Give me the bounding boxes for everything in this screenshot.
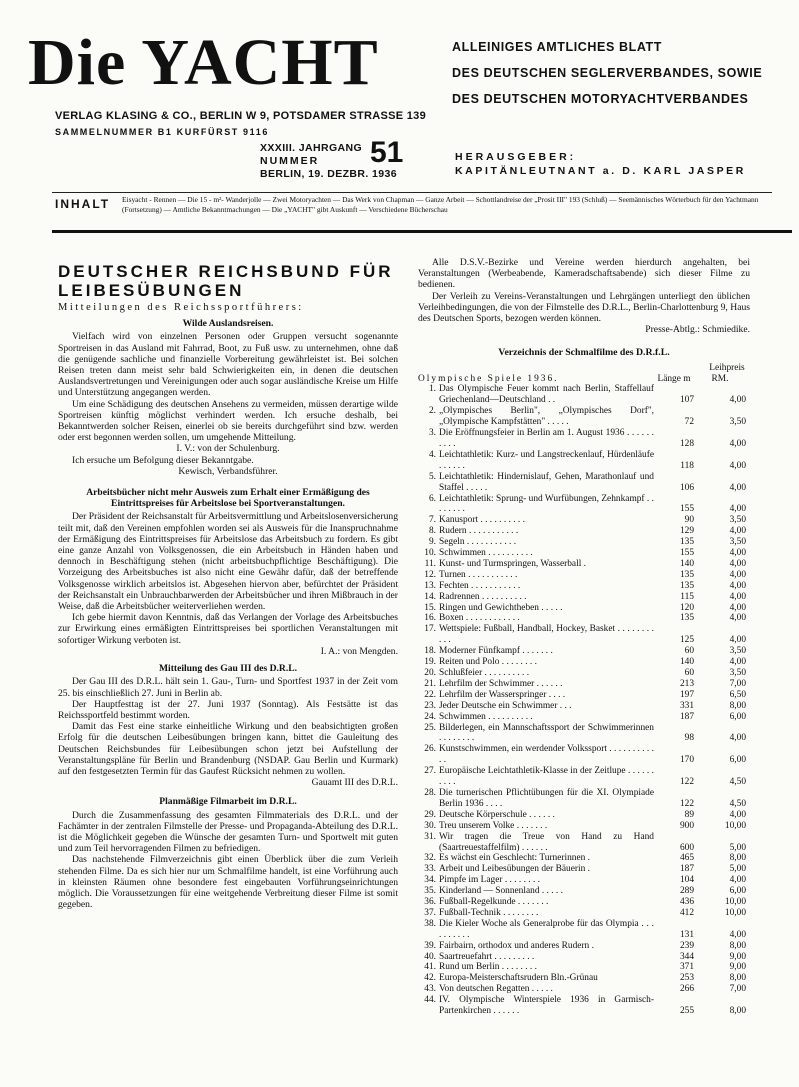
- film-length: 170: [679, 755, 694, 766]
- film-row: [418, 657, 750, 668]
- col-price-header: Leihpreis RM.: [709, 362, 745, 384]
- film-price: 8,00: [729, 940, 746, 951]
- film-row: [418, 668, 750, 679]
- film-title: Kunst- und Turmspringen, Wasserball .: [439, 558, 586, 569]
- film-length: 72: [684, 417, 694, 428]
- paragraph: Ich gebe hiermit davon Kenntnis, daß das Verlangen der Vorlage des Arbeitsbuches zur Erwirkung eines ermäßigten Eintrittspreises bei sportlichen Veranstaltungen mit sofortiger Wirkung verboten ist.: [58, 612, 398, 646]
- film-length: 140: [679, 558, 694, 569]
- film-number: 10.: [424, 548, 436, 559]
- film-row: [418, 472, 750, 494]
- film-length: 122: [679, 777, 694, 788]
- film-price: 4,00: [729, 438, 746, 449]
- film-length: 129: [679, 526, 694, 537]
- film-number: 33.: [424, 864, 436, 875]
- film-price: 6,00: [729, 711, 746, 722]
- film-number: 4.: [428, 449, 436, 460]
- tagline-line: DES DEUTSCHEN SEGLERVERBANDES, SOWIE: [452, 66, 763, 80]
- film-row: [418, 919, 750, 941]
- film-row: [418, 428, 750, 450]
- film-number: 13.: [424, 580, 436, 591]
- film-list-title: Verzeichnis der Schmalfilme des D.R.f.L.: [498, 347, 670, 359]
- film-number: 17.: [424, 624, 436, 635]
- film-length: 465: [679, 853, 694, 864]
- phone-line: SAMMELNUMMER B1 KURFÜRST 9116: [55, 127, 269, 137]
- paragraph: Damit das Fest eine starke einheitliche Wirkung und den beabsichtigten großen Erfolg für die deutschen Leibesübungen bringen kann, bittet die Gauleitung des Deutschen Reichsbundes für Leibesübungen schon jetzt bei Aufstellung der Veranstaltungspläne für Berlin und Brandenburg (NSDAP. Gau Berlin und Kurmark) auf den festgesetzten Termin für das Gaufest Rücksicht nehmen zu wollen.: [58, 721, 398, 777]
- film-price: 4,00: [729, 809, 746, 820]
- film-length: 331: [679, 700, 694, 711]
- film-row: [418, 962, 750, 973]
- film-number: 8.: [428, 526, 436, 537]
- film-title: Boxen . . . . . . . . . . . .: [439, 613, 520, 624]
- film-length: 213: [679, 678, 694, 689]
- paragraph: Der Verleih zu Vereins-Veranstaltungen und Lehrgängen unterliegt den üblichen Verleihbedingungen, die von der Filmstelle des D.R.L., Berlin-Charlottenburg 9, Haus des Deutschen Sports, bezogen werden können.: [418, 290, 750, 325]
- film-title: Schwimmen . . . . . . . . . .: [439, 711, 533, 722]
- contents-label: INHALT: [55, 197, 111, 211]
- film-price: 4,00: [729, 657, 746, 668]
- paragraph: Durch die Zusammenfassung des gesamten Filmmaterials des D.R.L. und der Fachämter in der zentralen Filmstelle der Presse- und Propaganda-Abteilung des D.R.L. ist die Möglichkeit gegeben die Wünsche der gesamten Turn- und Sportwelt mit guten und zum Teil hervorragenden Filmen zu befriedigen.: [58, 809, 398, 855]
- film-price: 4,00: [729, 591, 746, 602]
- film-length: 600: [679, 842, 694, 853]
- film-number: 40.: [424, 951, 436, 962]
- tagline-line: DES DEUTSCHEN MOTORYACHTVERBANDES: [452, 92, 749, 106]
- film-row: [418, 406, 750, 428]
- film-title: „Olympisches Berlin", „Olympisches Dorf", „Olympische Kampfstätten" . . . . .: [439, 406, 654, 428]
- film-price: 5,00: [729, 864, 746, 875]
- tagline-line: ALLEINIGES AMTLICHES BLATT: [452, 40, 663, 54]
- film-number: 41.: [424, 962, 436, 973]
- film-row: [418, 613, 750, 624]
- film-title: Fußball-Technik . . . . . . . .: [439, 907, 539, 918]
- paragraph: Der Hauptfesttag ist der 27. Juni 1937 (Sonntag). Als Festsätte ist das Reichssportfeld bestimmt worden.: [58, 698, 398, 721]
- film-row: [418, 581, 750, 592]
- left-column: [58, 262, 398, 910]
- film-number: 12.: [424, 569, 436, 580]
- film-row: [418, 450, 750, 472]
- paragraph: Der Gau III des D.R.L. hält sein 1. Gau-, Turn- und Sportfest 1937 in der Zeit vom 25. bis einschließlich 27. Juni in Berlin ab.: [58, 676, 398, 699]
- issue-number-label: NUMMER: [260, 155, 320, 167]
- film-length: 89: [684, 809, 694, 820]
- film-price: 4,00: [729, 526, 746, 537]
- section-subheading: Mitteilungen des Reichssportführers:: [58, 302, 304, 313]
- film-length: 140: [679, 657, 694, 668]
- film-price: 4,00: [729, 929, 746, 940]
- paragraph: Um eine Schädigung des deutschen Ansehens zu vermeiden, müssen derartige wilde Sportreisen künftig möglichst verhindert werden. Ich ersuche deshalb, bei Bekanntwerden solcher Reisen, einerlei ob sie bereits durchgeführt sind bzw. werden oder erst begonnen werden sollen, um umgehende Mitteilung.: [58, 398, 398, 444]
- film-title: Arbeit und Leibesübungen der Bäuerin .: [439, 864, 590, 875]
- film-number: 6.: [428, 493, 436, 504]
- editor-name: KAPITÄNLEUTNANT a. D. KARL JASPER: [455, 165, 746, 177]
- film-title: Treu unserem Volke . . . . . . .: [439, 820, 548, 831]
- film-length: 412: [679, 907, 694, 918]
- film-number: 2.: [428, 406, 436, 417]
- film-price: 4,00: [729, 635, 746, 646]
- film-title: Die Kieler Woche als Generalprobe für das Olympia . . . . . . . . . .: [439, 918, 654, 940]
- film-price: 7,00: [729, 984, 746, 995]
- film-price: 10,00: [724, 820, 746, 831]
- film-row: [418, 548, 750, 559]
- film-number: 25.: [424, 722, 436, 733]
- paragraph: Alle D.S.V.-Bezirke und Vereine werden hierdurch angehalten, bei Veranstaltungen (Werbeabende, Kameradschaftsabende) sich dieser Filme zu bedienen.: [418, 257, 750, 291]
- film-length: 115: [680, 591, 694, 602]
- film-row: [418, 952, 750, 963]
- article-title: Arbeitsbücher nicht mehr Ausweis zum Erhalt einer Ermäßigung des Eintrittspreises für Arbeitslose bei Sportveranstaltungen.: [86, 487, 370, 510]
- film-title: Das Olympische Feuer kommt nach Berlin, Staffellauf Griechenland—Deutschland . .: [439, 384, 654, 406]
- film-price: 9,00: [729, 962, 746, 973]
- film-title: Fairbairn, orthodox und anderes Rudern .: [439, 940, 594, 951]
- film-title: IV. Olympische Winterspiele 1936 in Garmisch-Partenkirchen . . . . . .: [439, 995, 654, 1017]
- film-length: 135: [679, 569, 694, 580]
- film-price: 6,50: [729, 689, 746, 700]
- issue-number: 51: [370, 136, 404, 169]
- film-row: [418, 723, 750, 745]
- article-title: Wilde Auslandsreisen.: [182, 318, 274, 330]
- film-price: 4,00: [729, 504, 746, 515]
- film-number: 28.: [424, 787, 436, 798]
- film-price: 3,50: [729, 417, 746, 428]
- film-length: 187: [679, 711, 694, 722]
- film-row: [418, 494, 750, 516]
- film-number: 42.: [424, 973, 436, 984]
- section-heading: DEUTSCHER REICHSBUND FÜR LEIBESÜBUNGEN: [58, 262, 394, 300]
- editor-label: HERAUSGEBER:: [455, 151, 577, 163]
- film-row: [418, 984, 750, 995]
- film-price: 3,50: [729, 537, 746, 548]
- film-row: [418, 701, 750, 712]
- film-number: 37.: [424, 907, 436, 918]
- film-number: 32.: [424, 853, 436, 864]
- film-number: 1.: [428, 384, 436, 395]
- col-length-header: Länge m: [657, 373, 691, 384]
- film-price: 4,00: [729, 558, 746, 569]
- film-number: 26.: [424, 744, 436, 755]
- film-title: Schwimmen . . . . . . . . . .: [439, 548, 533, 559]
- film-title: Kunstschwimmen, ein werdender Volkssport . . . . . . . . . . . .: [439, 744, 654, 766]
- publisher-line: VERLAG KLASING & CO., BERLIN W 9, POTSDAMER STRASSE 139: [55, 110, 426, 122]
- film-table-header: [418, 363, 750, 385]
- film-row: [418, 908, 750, 919]
- film-title: Pimpfe im Lager . . . . . . . .: [439, 875, 541, 886]
- film-number: 36.: [424, 897, 436, 908]
- film-row: [418, 832, 750, 854]
- film-price: 4,50: [729, 798, 746, 809]
- film-number: 11.: [424, 558, 436, 569]
- film-length: 239: [679, 940, 694, 951]
- divider: [52, 192, 772, 193]
- signature: I. A.: von Mengden.: [320, 645, 398, 657]
- film-title: Leichtathletik: Kurz- und Langstreckenlauf, Hürdenläufe . . . . . .: [439, 449, 654, 471]
- film-row: [418, 853, 750, 864]
- film-row: [418, 624, 750, 646]
- film-price: 4,00: [729, 395, 746, 406]
- film-number: 14.: [424, 591, 436, 602]
- film-row: [418, 570, 750, 581]
- film-row: [418, 886, 750, 897]
- issue-year: XXXIII. JAHRGANG: [260, 142, 363, 154]
- film-row: [418, 897, 750, 908]
- film-number: 44.: [424, 995, 436, 1006]
- film-length: 60: [684, 668, 694, 678]
- signature: Presse-Abtlg.: Schmiedike.: [645, 324, 750, 336]
- film-number: 24.: [424, 711, 436, 722]
- film-length: 344: [679, 951, 694, 962]
- film-row: [418, 744, 750, 766]
- film-row: [418, 384, 750, 406]
- film-number: 23.: [424, 700, 436, 711]
- film-length: 98: [684, 733, 694, 744]
- article-title: Planmäßige Filmarbeit im D.R.L.: [159, 796, 297, 808]
- film-price: 3,50: [729, 515, 746, 526]
- film-title: Fußball-Regelkunde . . . . . . .: [439, 897, 549, 908]
- film-title: Wettspiele: Fußball, Handball, Hockey, Basket . . . . . . . . . . .: [439, 624, 654, 646]
- film-title: Rund um Berlin . . . . . . . .: [439, 962, 537, 973]
- film-number: 9.: [428, 537, 436, 548]
- film-title: Von deutschen Regatten . . . . .: [439, 984, 553, 995]
- film-number: 18.: [424, 646, 436, 657]
- film-table: [418, 363, 750, 1017]
- film-length: 253: [679, 973, 694, 984]
- film-number: 29.: [424, 809, 436, 820]
- film-title: Europäische Leichtathletik-Klasse in der Zeitlupe . . . . . . . . . .: [439, 766, 654, 788]
- film-price: 10,00: [724, 897, 746, 908]
- film-number: 31.: [424, 831, 436, 842]
- film-number: 16.: [424, 613, 436, 624]
- film-title: Schlußfeier . . . . . . . . . .: [439, 668, 530, 678]
- signature: Gauamt III des D.R.L.: [311, 777, 398, 789]
- film-length: 60: [684, 646, 694, 657]
- film-title: Die Eröffnungsfeier in Berlin am 1. August 1936 . . . . . . . . . .: [439, 428, 654, 449]
- film-number: 22.: [424, 689, 436, 700]
- film-title: Es wächst ein Geschlecht: Turnerinnen .: [439, 853, 591, 864]
- paragraph: Das nachstehende Filmverzeichnis gibt einen Überblick über die zum Verleih stehenden Filme. Da es sich hier nur um Schmalfilme handelt, ist eine Vorführung auch in kleinsten Räumen ohne besondere fest eingebauten Vorführungseinrichtungen möglich. Die Voraussetzungen für eine weitgehende Verbreitung dieser Filme ist somit gegeben.: [58, 854, 398, 911]
- film-price: 4,00: [729, 602, 746, 613]
- film-price: 4,00: [729, 875, 746, 886]
- film-title: Reiten und Polo . . . . . . . .: [439, 657, 537, 668]
- film-row: [418, 559, 750, 570]
- film-title: Die turnerischen Pflichtübungen für die XI. Olympiade Berlin 1936 . . . .: [439, 787, 654, 809]
- film-price: 8,00: [729, 973, 746, 984]
- film-number: 21.: [424, 678, 436, 689]
- film-title: Turnen . . . . . . . . . . .: [439, 569, 518, 580]
- film-row: [418, 864, 750, 875]
- film-number: 30.: [424, 820, 436, 831]
- film-price: 4,00: [729, 733, 746, 744]
- film-title: Lehrfilm der Schwimmer . . . . . .: [439, 678, 563, 689]
- film-row: [418, 603, 750, 614]
- film-number: 43.: [424, 984, 436, 995]
- film-length: 135: [679, 537, 694, 548]
- film-price: 6,00: [729, 755, 746, 766]
- film-title: Radrennen . . . . . . . . . .: [439, 591, 527, 602]
- film-row: [418, 766, 750, 788]
- film-length: 106: [679, 482, 694, 493]
- contents-text: Eisyacht - Rennen — Die 15 - m²- Wanderjolle — Zwei Motoryachten — Das Werk von Chapman — Ganze Arbeit — Schottlandreise der „Prosit III" 193 (Schluß) — Seemännisches Wörterbuch für den Yachtmann (Fortsetzung) — Amtliche Bekanntmachungen — Die „YACHT" gibt Auskunft — Verschiedene Bücherschau: [122, 195, 759, 214]
- right-column: [418, 257, 750, 1017]
- film-number: 39.: [424, 940, 436, 951]
- film-length: 187: [679, 864, 694, 875]
- paragraph: Der Präsident der Reichsanstalt für Arbeitsvermittlung und Arbeitslosenversicherung teilt mit, daß den Vereinen empfohlen worden sei als Ausweis für die Inanspruchnahme der Ermäßigung des Eintrittspreises für Arbeitslose das Arbeitsbuch zu fordern. Es gibt eine ganze Anzahl von Volksgenossen, die ein Arbeitsbuch in Händen haben und dennoch in Beschäftigung stehen (nicht arbeitsbuchpflichtige Beschäftigung). Die Vorzeigung des Arbeitsbuches ist also nicht eine Gewähr dafür, daß der betreffende Volksgenosse wirklich arbeitslos ist. Abgesehen hiervon aber, befürchtet der Präsident der Reichsanstalt ein Unbrauchbarwerden der Arbeitsbücher und ihren Mißbrauch in der Weise, daß die Arbeitsbücher weiterverliehen werden.: [58, 511, 398, 613]
- signature: Kewisch, Verbandsführer.: [178, 465, 278, 477]
- film-length: 104: [679, 875, 694, 886]
- film-price: 3,50: [729, 668, 746, 678]
- film-length: 135: [679, 613, 694, 624]
- film-number: 3.: [428, 428, 436, 439]
- film-title: Segeln . . . . . . . . . . .: [439, 537, 517, 548]
- film-title: Europa-Meisterschaftsrudern Bln.-Grünau: [439, 973, 598, 984]
- film-price: 8,00: [729, 1006, 746, 1017]
- film-row: [418, 515, 750, 526]
- film-row: [418, 810, 750, 821]
- film-length: 289: [679, 886, 694, 897]
- film-title: Jeder Deutsche ein Schwimmer . . .: [439, 700, 572, 711]
- film-group-label: Olympische Spiele 1936.: [418, 373, 559, 384]
- film-length: 197: [679, 689, 694, 700]
- film-length: 436: [679, 897, 694, 908]
- film-row: [418, 788, 750, 810]
- film-price: 10,00: [724, 907, 746, 918]
- film-title: Lehrfilm der Wasserspringer . . . .: [439, 689, 566, 700]
- film-length: 155: [679, 504, 694, 515]
- film-title: Kinderland — Sonnenland . . . . .: [439, 886, 563, 897]
- film-price: 6,00: [729, 886, 746, 897]
- film-price: 4,00: [729, 460, 746, 471]
- film-length: 255: [679, 1006, 694, 1017]
- film-length: 900: [679, 820, 694, 831]
- paragraph: Vielfach wird von einzelnen Personen oder Gruppen versucht sogenannte Sportreisen in das Ausland mit Fahrrad, Boot, zu Fuß usw. zu unternehmen, ohne daß die genügende sachliche und finanzielle Vorbereitung gewährleistet ist. Bei solchen Reisen treten dann meist sehr bald Schwierigkeiten ein, in denen die deutschen Auslandsvertretungen und Vereinigungen oder auch sogar ausländische Kreise um Hilfe und Unterstützung angegangen werden.: [58, 331, 398, 399]
- masthead-tagline: [452, 34, 792, 112]
- film-title: Kanusport . . . . . . . . . .: [439, 515, 525, 526]
- film-row: [418, 592, 750, 603]
- film-title: Ringen und Gewichtheben . . . . .: [439, 602, 563, 613]
- film-number: 38.: [424, 918, 436, 929]
- issue-date: BERLIN, 19. DEZBR. 1936: [260, 168, 397, 180]
- film-title: Fechten . . . . . . . . . . .: [439, 580, 521, 591]
- film-row: [418, 875, 750, 886]
- signature: I. V.: von der Schulenburg.: [176, 443, 280, 455]
- film-length: 155: [679, 548, 694, 559]
- film-length: 371: [679, 962, 694, 973]
- film-price: 7,00: [729, 678, 746, 689]
- film-title: Rudern . . . . . . . . . . .: [439, 526, 519, 537]
- film-row: [418, 995, 750, 1017]
- film-price: 5,00: [729, 842, 746, 853]
- film-length: 131: [679, 929, 694, 940]
- film-row: [418, 821, 750, 832]
- film-length: 120: [679, 602, 694, 613]
- film-price: 4,50: [729, 777, 746, 788]
- film-number: 35.: [424, 886, 436, 897]
- film-number: 19.: [424, 657, 436, 668]
- film-row: [418, 646, 750, 657]
- film-row: [418, 973, 750, 984]
- film-number: 34.: [424, 875, 436, 886]
- film-number: 20.: [424, 668, 436, 678]
- film-title: Bilderlegen, ein Mannschaftssport der Schwimmerinnen . . . . . . . .: [439, 722, 654, 744]
- film-title: Moderner Fünfkampf . . . . . . .: [439, 646, 553, 657]
- film-length: 90: [684, 515, 694, 526]
- film-price: 8,00: [729, 853, 746, 864]
- film-length: 266: [679, 984, 694, 995]
- film-row: [418, 526, 750, 537]
- divider: [52, 230, 792, 233]
- film-length: 135: [679, 580, 694, 591]
- film-row: [418, 690, 750, 701]
- film-price: 9,00: [729, 951, 746, 962]
- film-number: 7.: [428, 515, 436, 526]
- film-length: 128: [679, 438, 694, 449]
- paragraph: Ich ersuche um Befolgung dieser Bekanntgabe.: [72, 454, 254, 466]
- film-price: 3,50: [729, 646, 746, 657]
- film-length: 122: [679, 798, 694, 809]
- film-row: [418, 537, 750, 548]
- film-number: 27.: [424, 766, 436, 777]
- film-number: 15.: [424, 602, 436, 613]
- film-title: Saartreuefahrt . . . . . . . . .: [439, 951, 535, 962]
- film-row: [418, 679, 750, 690]
- film-length: 118: [680, 460, 694, 471]
- film-row: [418, 712, 750, 723]
- masthead-title: Die YACHT: [28, 26, 379, 99]
- film-title: Deutsche Körperschule . . . . . .: [439, 809, 555, 820]
- film-title: Leichtathletik: Hindernislauf, Gehen, Marathonlauf und Staffel . . . . .: [439, 471, 654, 493]
- film-price: 8,00: [729, 700, 746, 711]
- film-price: 4,00: [729, 569, 746, 580]
- film-number: 5.: [428, 471, 436, 482]
- film-length: 107: [679, 395, 694, 406]
- film-title: Wir tragen die Treue von Hand zu Hand (Saartreuestaffelfilm) . . . . . .: [439, 831, 654, 853]
- film-price: 4,00: [729, 613, 746, 624]
- film-row: [418, 941, 750, 952]
- film-price: 4,00: [729, 580, 746, 591]
- film-price: 4,00: [729, 482, 746, 493]
- article-title: Mitteilung des Gau III des D.R.L.: [158, 663, 298, 675]
- film-title: Leichtathletik: Sprung- und Wurfübungen, Zehnkampf . . . . . . . .: [439, 493, 654, 515]
- film-price: 4,00: [729, 548, 746, 559]
- film-length: 125: [679, 635, 694, 646]
